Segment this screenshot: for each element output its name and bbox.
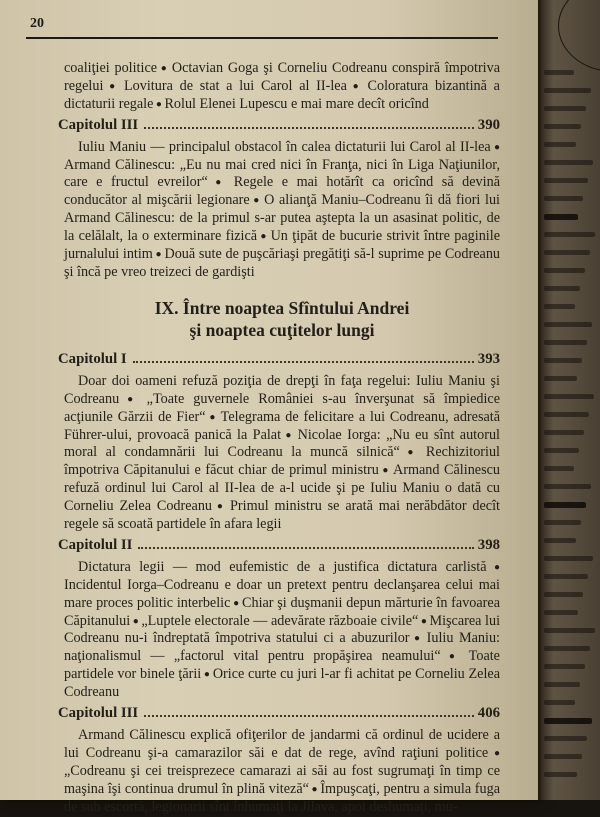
adjacent-page-text-line xyxy=(544,502,586,508)
summary-segment: Toate partidele vor binele ţării xyxy=(64,648,500,683)
adjacent-page-text-line xyxy=(544,574,588,579)
summary-segment: Armand Călinescu refuză ordinul lui Carol al II-lea de a-l ucide şi pe Iuliu Maniu o dată cu Corneliu Zelea Codreanu xyxy=(64,462,500,515)
summary-segment: Doar doi oameni refuză poziţia de drepţi în faţa regelui: Iuliu Maniu şi Codreanu xyxy=(64,372,500,407)
bullet-separator: ● xyxy=(205,411,221,423)
summary-segment: Rolul Elenei Lupescu e mai mare decît oricînd xyxy=(164,95,429,112)
chapter-heading xyxy=(58,117,500,135)
bullet-separator: ● xyxy=(486,561,500,573)
adjacent-page-text-line xyxy=(544,484,591,489)
bullet-separator: ● xyxy=(207,177,234,189)
summary-segment: Coloratura bizantină a dictaturii regale xyxy=(64,77,500,112)
bullet-separator: ● xyxy=(308,783,321,795)
adjacent-page-text-line xyxy=(544,268,585,273)
adjacent-page-text-line xyxy=(544,682,580,687)
adjacent-page-text-line xyxy=(544,772,577,777)
chapter-page-number: 398 xyxy=(477,536,500,553)
adjacent-page-text-line xyxy=(544,178,588,183)
bullet-separator: ● xyxy=(130,615,142,627)
summary-segment: Rechizitoriul împotriva Căpitanului e făcut chiar de primul ministru xyxy=(64,444,500,479)
summary-segment: Împuşcaţi, pentru a simula fuga de sub escortă, legionarii sînt înhumaţi la Jilava, apoi deshumaţi, mu- xyxy=(64,780,501,815)
adjacent-page-text-line xyxy=(544,70,574,75)
summary-segment: Regele e mai hotărît ca oricînd să devină conducător al mişcării legionare xyxy=(64,174,500,209)
summary-segment: Telegrama de felicitare a lui Codreanu, adresată Führer-ului, provoacă panică la Palat xyxy=(64,408,500,443)
chapters-group-b xyxy=(58,350,501,817)
bullet-separator: ● xyxy=(409,633,427,645)
chapter-heading xyxy=(58,351,500,369)
bullet-separator: ● xyxy=(378,465,393,477)
summary-segment: O alianţă Maniu–Codreanu îi dă fiori lui Armand Călinescu: de la primul s-ar putea aştepta la un asasinat politic, de la celălalt, la o exterminare fizică xyxy=(64,192,500,245)
adjacent-page-text-line xyxy=(544,304,575,309)
summary-segment: „Codreanu şi cei treisprezece camarazi ai săi au fost sugrumaţi în timp ce maşina îşi continua drumul în plină viteză“ xyxy=(64,762,500,797)
adjacent-page-text-line xyxy=(544,88,591,93)
adjacent-page-text-line xyxy=(544,592,583,597)
adjacent-page-text-line xyxy=(544,232,595,237)
summary-segment: Iuliu Maniu — principalul obstacol în calea dictaturii lui Carol al II-lea xyxy=(78,138,491,155)
summary-segment: Mişcarea lui Codreanu nu-i îndreptată împotriva statului ci a abuzurilor xyxy=(64,612,501,647)
adjacent-page-text-line xyxy=(544,628,595,633)
summary-segment: Primul ministru se arată mai nerăbdător decît regele să scoată partidele în afara legii xyxy=(64,498,500,533)
summary-segment: Orice curte cu juri l-ar fi achitat pe Corneliu Zelea Codreanu xyxy=(64,666,500,701)
summary-segment: coaliţiei politice xyxy=(64,60,158,76)
adjacent-page-text-line xyxy=(544,736,587,741)
adjacent-page-text-line xyxy=(544,106,586,111)
adjacent-page-text-line xyxy=(544,754,582,759)
bullet-separator: ● xyxy=(346,80,368,92)
chapter-summary xyxy=(64,727,500,817)
chapter-summary xyxy=(64,559,500,702)
adjacent-page-text-line xyxy=(544,430,584,435)
adjacent-page-text-line xyxy=(544,646,590,651)
summary-segment: Două sute de puşcăriaşi pregătiţi să-l suprime pe Codreanu şi încă pe vreo treizeci de gardişti xyxy=(64,246,501,280)
summary-segment: Armand Călinescu: „Eu nu mai cred nici în Franţa, nici în Liga Naţiunilor, care e fructul evreilor“ xyxy=(64,156,500,191)
adjacent-page-text-line xyxy=(544,412,589,417)
chapter-title: Capitolul I xyxy=(58,350,127,367)
adjacent-page-text-line xyxy=(544,196,583,201)
adjacent-page-text-line xyxy=(544,124,581,129)
adjacent-page-text-line xyxy=(544,718,592,724)
bullet-separator: ● xyxy=(119,393,147,405)
summary-segment: Dictatura legii — mod eufemistic de a justifica dictatura carlistă xyxy=(78,558,487,575)
chapter-page-number: 406 xyxy=(477,705,500,722)
bullet-separator: ● xyxy=(103,80,125,92)
adjacent-page-text-line xyxy=(544,610,578,615)
bullet-separator: ● xyxy=(257,231,271,243)
intro-paragraph xyxy=(64,60,500,114)
bullet-separator: ● xyxy=(488,747,500,759)
chapter-summary xyxy=(64,373,500,534)
adjacent-page-text-line xyxy=(544,286,580,291)
summary-segment: Un ţipăt de bucurie strivit între paginile jurnalului intim xyxy=(64,228,500,263)
bullet-separator: ● xyxy=(490,141,500,153)
adjacent-page-text-line xyxy=(544,538,576,543)
section-title-line2: şi noaptea cuţitelor lungi xyxy=(189,319,375,340)
bullet-separator: ● xyxy=(201,669,213,681)
adjacent-page-text-line xyxy=(544,700,575,705)
chapters-group-a xyxy=(58,116,501,282)
adjacent-page-text-line xyxy=(544,160,593,165)
table-of-contents xyxy=(58,60,501,817)
adjacent-page-text-line xyxy=(544,322,592,327)
dot-leader xyxy=(133,361,474,363)
adjacent-page-text-line xyxy=(544,448,579,453)
adjacent-page-text-line xyxy=(544,214,578,220)
adjacent-page-text-line xyxy=(544,250,590,255)
bullet-separator: ● xyxy=(418,615,430,627)
dot-leader xyxy=(144,127,474,129)
chapter-title: Capitolul III xyxy=(58,116,139,133)
summary-segment: „Luptele electorale — adevărate războaie civile“ xyxy=(141,612,419,629)
adjacent-page-text-line xyxy=(544,340,587,345)
adjacent-page-text-line xyxy=(544,466,574,471)
header-rule xyxy=(26,37,498,39)
adjacent-page-text-line xyxy=(544,376,577,381)
summary-segment: Nicolae Iorga: „Nu eu sînt autorul moral al condamnării lui Codreanu la muncă silnică“ xyxy=(64,426,500,461)
bullet-separator: ● xyxy=(440,651,469,663)
chapter-heading xyxy=(58,537,500,555)
chapter-page-number: 393 xyxy=(477,350,500,367)
adjacent-page-text-line xyxy=(544,664,585,669)
chapter-summary xyxy=(64,139,500,282)
adjacent-page-text-line xyxy=(544,142,576,147)
section-title xyxy=(64,297,500,341)
adjacent-page-text-line xyxy=(544,394,594,399)
dot-leader xyxy=(138,547,473,549)
summary-segment: Octavian Goga şi Corneliu Codreanu conspiră împotriva regelui xyxy=(64,60,501,94)
adjacent-page-text-line xyxy=(544,556,593,561)
summary-segment: Lovitura de stat a lui Carol al II-lea xyxy=(124,77,347,94)
summary-segment: „Toate guvernele României s-au înverşunat să împiedice acţiunile Gărzii de Fier“ xyxy=(64,390,500,425)
chapter-heading xyxy=(58,705,500,723)
bullet-separator: ● xyxy=(157,63,172,74)
summary-segment: Chiar şi duşmanii depun mărturie în favoarea Căpitanului xyxy=(64,594,500,629)
summary-segment: Armand Călinescu explică ofiţerilor de jandarmi că ordinul de ucidere a lui Codreanu şi-a camarazilor săi e dat de rege, avînd raţiuni politice xyxy=(64,727,500,761)
bullet-separator: ● xyxy=(152,249,165,261)
dot-leader xyxy=(144,715,474,717)
bullet-separator: ● xyxy=(399,447,426,459)
chapter-page-number: 390 xyxy=(477,116,500,133)
bullet-separator: ● xyxy=(153,98,165,110)
adjacent-page-text-line xyxy=(544,520,581,525)
adjacent-page-arc xyxy=(558,0,600,72)
page-number: 20 xyxy=(30,16,44,31)
adjacent-page-text-line xyxy=(544,358,582,363)
bullet-separator: ● xyxy=(281,429,298,441)
section-title-line1: IX. Între noaptea Sfîntului Andrei xyxy=(154,297,410,318)
summary-segment: Iuliu Maniu: naţionalismul — „factorul vital pentru propăşirea neamului“ xyxy=(64,630,500,665)
chapter-title: Capitolul II xyxy=(58,536,133,553)
bullet-separator: ● xyxy=(249,195,265,207)
adjacent-page-edge xyxy=(538,0,600,800)
chapter-title: Capitolul III xyxy=(58,705,139,722)
summary-segment: Incidentul Iorga–Codreanu e doar un pretext pentru declanşarea celui mai mare proces politic interbelic xyxy=(64,576,500,611)
bullet-separator: ● xyxy=(212,501,231,513)
bullet-separator: ● xyxy=(230,597,243,609)
